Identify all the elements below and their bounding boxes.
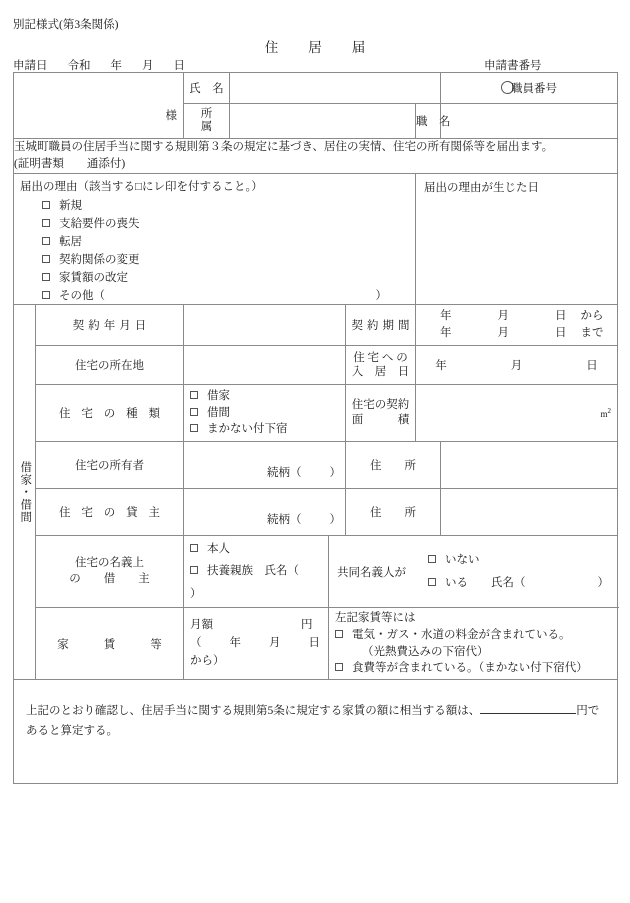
reason-option-label: 支給要件の喪失 (59, 218, 140, 230)
rent-row (14, 608, 618, 680)
reason-occurred-date-cell[interactable] (416, 174, 618, 305)
contract-period-label: 契約期間 (351, 320, 414, 332)
housing-type-option-label: 借家 (207, 390, 230, 402)
contract-area-label-line1: 住宅の契約 (351, 399, 410, 412)
affiliation-label-cell (184, 104, 230, 139)
checkbox-icon[interactable] (42, 273, 50, 281)
period-from-year: 年 (440, 310, 452, 323)
area-unit: m (600, 409, 608, 419)
joint-holder-label: 共同名義人が (337, 566, 406, 579)
owner-relation-close: ） (329, 467, 341, 480)
position-input-cell[interactable] (441, 104, 618, 139)
joint-option-close: ） (597, 576, 609, 589)
checkbox-icon[interactable] (190, 544, 198, 552)
joint-option-0[interactable] (428, 549, 617, 571)
rent-note-cell (329, 608, 618, 680)
affiliation-label-line2: 属 (200, 121, 213, 133)
checkbox-icon[interactable] (335, 663, 343, 671)
reason-option-4[interactable] (14, 268, 415, 286)
owner-address-label: 住 所 (370, 460, 416, 473)
rent-yen-label: 円 (301, 618, 313, 631)
owner-address-input-cell[interactable] (441, 442, 618, 489)
contract-date-row (14, 305, 618, 346)
reason-option-paren-close: ） (375, 290, 387, 302)
reason-occurred-date-label: 届出の理由が生じた日 (424, 182, 539, 194)
rent-from-open: （ (190, 636, 202, 649)
contract-area-label-cell (346, 385, 416, 442)
footer-row (14, 679, 618, 783)
movein-label-cell (346, 346, 416, 385)
checkbox-icon[interactable] (42, 237, 50, 245)
footer-cell (14, 679, 618, 783)
rental-side-label-cell (14, 305, 36, 680)
checkbox-icon[interactable] (190, 391, 198, 399)
document-title-char-1: 住 (264, 40, 279, 55)
statement-row (14, 139, 618, 174)
contract-date-label-cell (36, 305, 184, 346)
reason-title: 届出の理由（該当する□にレ印を付すること。） (20, 181, 263, 193)
movein-day: 日 (586, 360, 598, 372)
application-number-label: 申請書番号 (484, 60, 542, 72)
apply-day-label: 日 (173, 60, 185, 72)
housing-owner-row (14, 442, 618, 489)
reason-option-label: 新規 (59, 200, 82, 212)
addressee-cell (14, 73, 184, 139)
statement-cell (14, 139, 618, 174)
period-from-suffix: から (580, 310, 604, 323)
checkbox-icon[interactable] (42, 291, 50, 299)
document-title (0, 36, 630, 56)
owner-label-cell (36, 442, 184, 489)
contract-period-input-cell[interactable] (416, 305, 618, 346)
position-label: 職 名 (416, 116, 451, 128)
rent-monthly-label: 月額 (190, 618, 213, 631)
owner-input-cell[interactable] (184, 442, 346, 489)
contract-period-from (440, 308, 617, 325)
rent-note-option-0[interactable] (335, 627, 617, 644)
period-from-month: 月 (497, 310, 509, 323)
reason-row (14, 174, 618, 305)
lessor-address-input-cell[interactable] (441, 489, 618, 536)
apply-year-label: 年 (110, 60, 122, 72)
owner-relation-label: 続柄（ (267, 467, 302, 480)
employee-no-label: 職員番号 (511, 83, 557, 95)
name-input-cell[interactable] (230, 73, 441, 104)
checkbox-icon[interactable] (42, 219, 50, 227)
rent-note-option-label: 食費等が含まれている。（まかない付下宿代） (352, 662, 588, 675)
reason-option-label: 家賃額の改定 (59, 272, 128, 284)
contract-date-input-cell[interactable] (184, 305, 346, 346)
housing-type-option-2[interactable] (190, 421, 345, 438)
joint-option-1[interactable] (428, 572, 617, 594)
joint-option-label: いる 氏名（ (445, 576, 526, 589)
movein-month: 月 (510, 360, 523, 372)
housing-type-row (14, 385, 618, 442)
reason-cell (14, 174, 416, 305)
employee-no-label-cell (441, 73, 618, 104)
lessor-label: 住 宅 の 貸 主 (59, 507, 164, 520)
contract-area-label-line2: 面 積 (351, 414, 410, 426)
lessor-relation-label: 続柄（ (267, 514, 302, 527)
housing-type-option-label: 借間 (207, 406, 230, 419)
rent-label: 家 賃 等 (57, 638, 166, 651)
rent-amount-cell[interactable] (184, 608, 329, 680)
housing-type-option-label: まかない付下宿 (207, 423, 288, 436)
reason-option-1[interactable] (14, 214, 415, 232)
era-label: 令和 (67, 60, 91, 72)
owner-address-label-cell (346, 442, 441, 489)
statement-line-2: (証明書類 通添付) (14, 158, 126, 170)
application-date-line (13, 57, 185, 73)
lessor-relation-close: ） (329, 514, 341, 527)
tenant-label-line1: 住宅の名義上 (75, 557, 144, 570)
tenant-option-label: 本人 (207, 543, 230, 556)
lessor-address-label: 住 所 (370, 507, 416, 520)
contract-period-to (440, 325, 617, 342)
reason-option-2[interactable] (14, 232, 415, 250)
movein-label-line2: 入 居 日 (351, 366, 410, 378)
tenant-option-label: 扶養親族 氏名（ (207, 565, 299, 578)
rent-from-month: 月 (269, 636, 281, 649)
housing-address-row (14, 346, 618, 385)
checkbox-icon[interactable] (335, 630, 343, 638)
rent-from-line (190, 635, 328, 671)
reason-option-5[interactable] (14, 286, 415, 304)
document-title-char-3: 届 (351, 40, 366, 55)
period-from-day: 日 (555, 310, 567, 323)
period-to-month: 月 (497, 327, 509, 339)
main-form-table (13, 72, 617, 784)
rent-note-title: 左記家賃等には (335, 612, 416, 625)
rent-from-day: 日から） (190, 636, 320, 667)
housing-lessor-row (14, 489, 618, 536)
joint-option-label: いない (445, 554, 480, 567)
position-label-cell (416, 104, 451, 139)
contract-area-input-cell[interactable] (416, 385, 618, 442)
housing-type-options-cell (184, 385, 346, 442)
movein-label-line1: 住 宅 へ の (353, 351, 408, 364)
housing-address-input-cell[interactable] (184, 346, 346, 385)
checkbox-icon[interactable] (190, 408, 198, 416)
joint-holder-cell (329, 536, 618, 608)
rent-note-option-sub: （光熱費込みの下宿代） (362, 645, 489, 658)
footer-statement (14, 680, 617, 741)
housing-type-label-cell (36, 385, 184, 442)
period-to-day: 日 (555, 327, 567, 339)
housing-address-label: 住宅の所在地 (75, 360, 144, 372)
addressee-sama-label: 様 (165, 110, 177, 122)
affiliation-label-line1: 所 (200, 107, 213, 120)
footer-text-after: 円で (576, 704, 600, 717)
footer-amount-blank[interactable] (480, 713, 576, 714)
tenant-options-cell (184, 536, 329, 608)
checkbox-icon[interactable] (42, 201, 50, 209)
reason-option-3[interactable] (14, 250, 415, 268)
checkbox-icon[interactable] (428, 555, 436, 563)
housing-type-option-1[interactable] (190, 405, 345, 422)
document-title-char-2: 居 (308, 40, 322, 55)
apply-month-label: 月 (142, 60, 154, 72)
reason-option-label: その他（ (59, 290, 105, 302)
area-unit-superscript: 2 (607, 407, 611, 415)
tenant-option-0[interactable] (190, 538, 328, 560)
movein-date-input-cell[interactable] (416, 346, 618, 385)
rent-note-option-label: 電気・ガス・水道の料金が含まれている。 (352, 628, 571, 641)
statement-line-1: 玉城町職員の住居手当に関する規則第３条の規定に基づき、居住の実情、住宅の所有関係等を届出ます。 (14, 141, 554, 154)
checkbox-icon[interactable] (428, 578, 436, 586)
footer-text-before: 上記のとおり確認し、住居手当に関する規則第5条に規定する家賃の額に相当する額は、 (26, 704, 481, 717)
contract-date-label: 契約年月日 (72, 320, 151, 332)
rent-note-option-1[interactable] (335, 660, 617, 677)
reason-option-label: 契約関係の変更 (59, 254, 140, 266)
reason-option-label: 転居 (59, 236, 82, 248)
period-to-year: 年 (440, 327, 452, 339)
housing-type-option-0[interactable] (190, 388, 345, 405)
name-label-cell (184, 73, 230, 104)
tenant-label-cell (36, 536, 184, 608)
checkbox-icon[interactable] (190, 566, 198, 574)
rent-label-cell (36, 608, 184, 680)
lessor-address-label-cell (346, 489, 441, 536)
lessor-input-cell[interactable] (184, 489, 346, 536)
period-to-suffix: まで (580, 327, 604, 339)
application-date-label: 申請日 (13, 60, 48, 72)
reason-option-0[interactable] (14, 196, 415, 214)
applicant-name-row (14, 73, 618, 104)
rent-monthly-line (190, 617, 328, 635)
name-label: 氏 名 (189, 83, 224, 95)
tenant-name-row (14, 536, 618, 608)
rental-side-label: 借家・借間 (19, 460, 32, 524)
checkbox-icon[interactable] (190, 424, 198, 432)
owner-label: 住宅の所有者 (75, 460, 144, 473)
housing-address-label-cell (36, 346, 184, 385)
tenant-label-line2: の 借 主 (69, 572, 150, 585)
affiliation-input-cell[interactable] (230, 104, 416, 139)
rent-from-year: 年 (229, 636, 241, 649)
contract-period-label-cell (346, 305, 416, 346)
tenant-option-close: ） (190, 587, 202, 600)
movein-year: 年 (435, 360, 447, 372)
checkbox-icon[interactable] (42, 255, 50, 263)
tenant-option-1[interactable] (190, 560, 328, 605)
form-code-label: 別記様式(第3条関係) (13, 19, 119, 31)
housing-type-label: 住 宅 の 種 類 (59, 408, 164, 420)
lessor-label-cell (36, 489, 184, 536)
footer-text-line2: あると算定する。 (26, 724, 118, 737)
form-grid (13, 72, 618, 784)
